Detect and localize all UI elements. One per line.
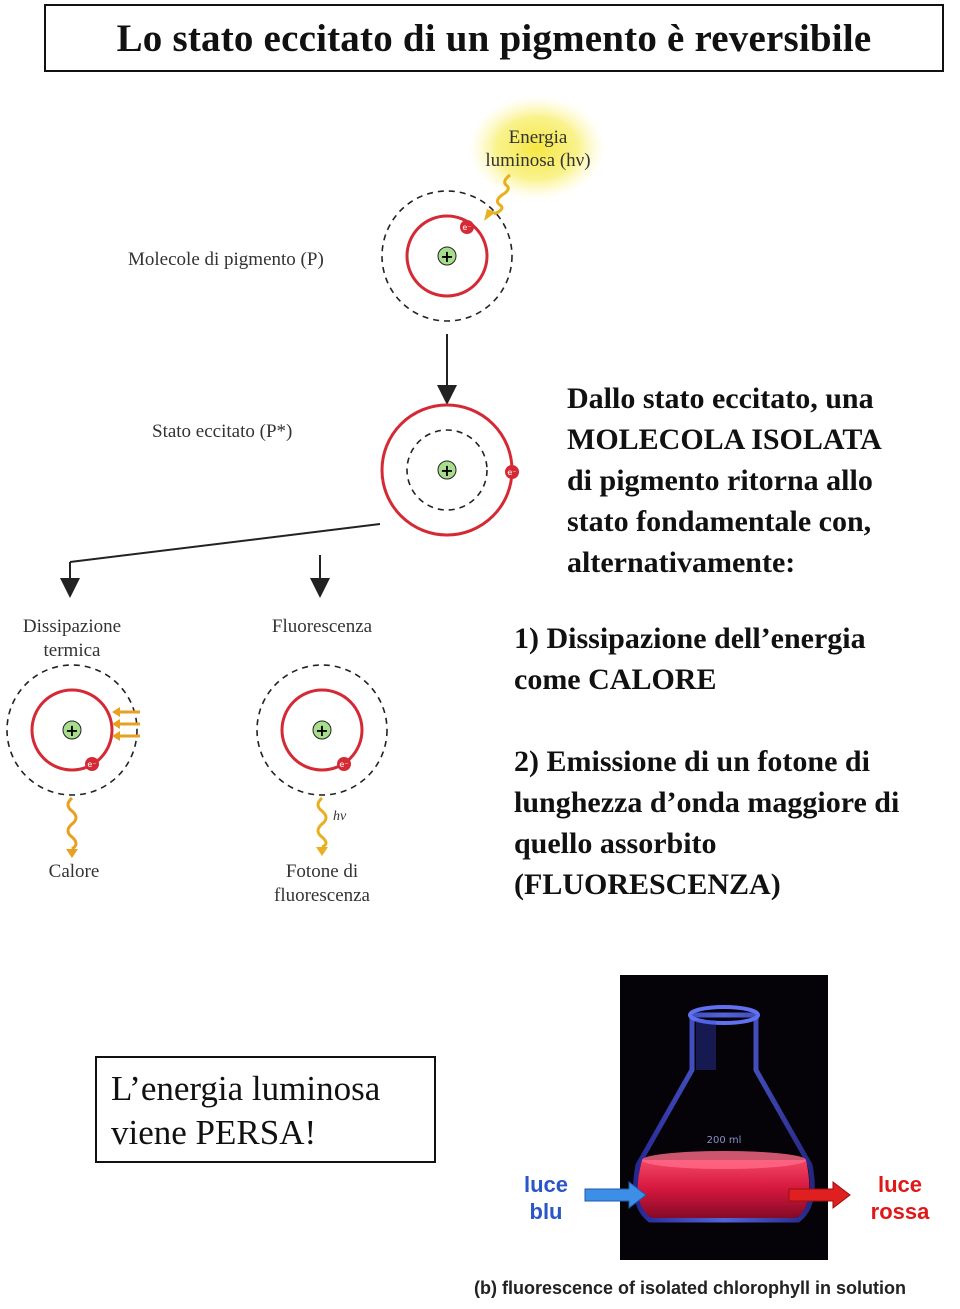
fluorescence-label: Fluorescenza: [271, 616, 373, 637]
blue-light-arrow: [585, 1182, 647, 1208]
heat-wave: [68, 798, 76, 849]
fluorescence-photon-wave: [318, 798, 326, 847]
option-heat: [514, 618, 866, 700]
option-fluorescence: [514, 741, 899, 905]
option-line: 2) Emissione di un fotone di: [514, 745, 870, 778]
branch-arrows: [70, 524, 380, 588]
option-line: quello assorbito: [514, 827, 717, 860]
incoming-photon-arrowhead: [484, 209, 496, 221]
energy-label-line2: luminosa (hν): [485, 150, 591, 171]
option-line: 1) Dissipazione dell’energia: [514, 622, 866, 655]
photo-caption: (b) fluorescence of isolated chlorophyll in solution: [474, 1278, 907, 1298]
excited-label: Stato eccitato (P*): [152, 421, 293, 442]
flask-marking: 200 ml: [706, 1135, 742, 1146]
callout-line1: L’energia luminosa: [111, 1069, 381, 1108]
flask-photo: [620, 975, 828, 1260]
intro-line: Dallo stato eccitato, una: [567, 382, 874, 415]
light-energy-glow: [469, 96, 605, 200]
callout-line2: viene PERSA!: [111, 1113, 317, 1152]
intro-line: alternativamente:: [567, 546, 796, 579]
energy-label-line1: Energia: [508, 127, 568, 148]
electron-symbol: e⁻: [462, 223, 472, 232]
blue-light-label: luce blu: [523, 1172, 569, 1224]
svg-text:+: +: [65, 721, 79, 740]
fluorescence-molecule: [257, 665, 387, 795]
svg-text:+: +: [440, 461, 454, 480]
dissipation-label-line2: termica: [43, 640, 101, 661]
excitation-diagram: [0, 100, 591, 920]
hv-label: hν: [333, 809, 347, 824]
thermal-dissipation-molecule: [7, 665, 140, 795]
nucleus-plus: +: [440, 247, 454, 266]
intro-text: [567, 378, 882, 583]
option-line: come CALORE: [514, 663, 717, 696]
excited-state-molecule: [382, 405, 519, 535]
molecule-label: Molecole di pigmento (P): [128, 249, 324, 270]
intro-line: stato fondamentale con,: [567, 505, 872, 538]
intro-line: di pigmento ritorna allo: [567, 464, 873, 497]
svg-text:e⁻: e⁻: [339, 760, 349, 769]
option-line: lunghezza d’onda maggiore di: [514, 786, 900, 819]
photon-label-line2: fluorescenza: [274, 885, 370, 906]
svg-text:+: +: [315, 721, 329, 740]
red-light-label: luce rossa: [870, 1172, 930, 1224]
title-box: [44, 4, 944, 72]
option-line: (FLUORESCENZA): [514, 868, 781, 901]
heat-label: Calore: [48, 861, 100, 882]
photon-label-line1: Fotone di: [285, 861, 359, 882]
svg-text:e⁻: e⁻: [87, 760, 97, 769]
intro-line: MOLECOLA ISOLATA: [567, 423, 882, 456]
energy-lost-callout: [95, 1056, 436, 1163]
svg-text:e⁻: e⁻: [507, 468, 517, 477]
red-light-arrow: [789, 1182, 851, 1208]
page-title: Lo stato eccitato di un pigmento è reversibile: [116, 16, 872, 60]
ground-state-molecule: [382, 191, 512, 321]
dissipation-label-line1: Dissipazione: [22, 616, 122, 637]
